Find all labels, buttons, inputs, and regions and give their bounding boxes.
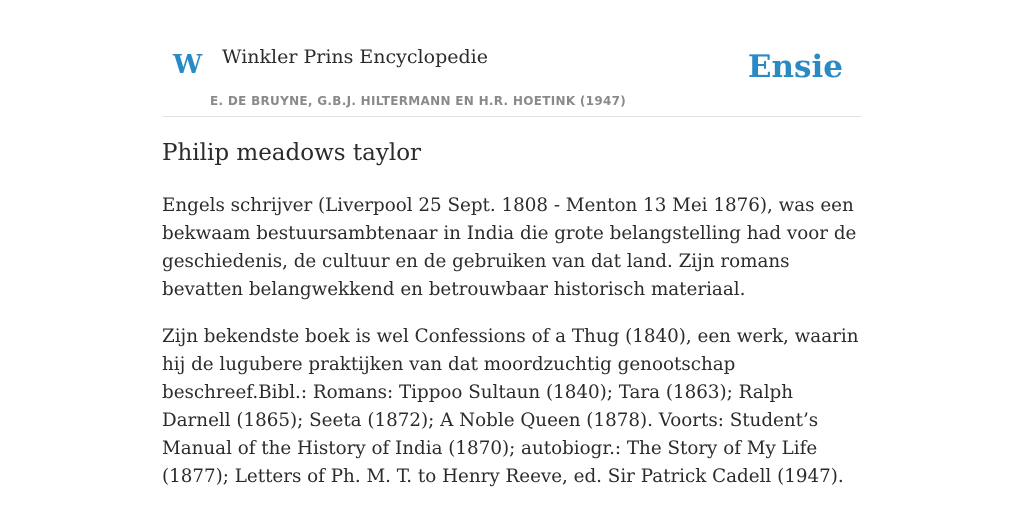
article-title: Philip meadows taylor (162, 140, 422, 166)
source-header (162, 0, 862, 117)
source-title-link[interactable]: Winkler Prins Encyclopedie (222, 46, 488, 68)
article-paragraph: Engels schrijver (Liverpool 25 Sept. 1808 - Menton 13 Mei 1876), was een bekwaam bestuursambtenaar in India die grote belangstelling had voor de geschiedenis, de cultuur en de gebruiken van dat land. Zijn romans bevatten belangwekkend en betrouwbaar historisch materiaal. (162, 195, 857, 300)
source-authors: E. DE BRUYNE, G.B.J. HILTERMANN EN H.R. HOETINK (1947) (210, 94, 627, 108)
article-paragraph: Zijn bekendste boek is wel Confessions of a Thug (1840), een werk, waarin hij de lugubere praktijken van dat moordzuchtig genootschap beschreef.Bibl.: Romans: Tippoo Sultaun (1840); Tara (1863); Ralph Darnell (1865); Seeta (1872); A Noble Queen (1878). Voorts: Student’s Manual of the History of India (1870); autobiogr.: The Story of My Life (1877); Letters of Ph. M. T. to Henry Reeve, ed. Sir Patrick Cadell (1947). (162, 326, 859, 487)
article-body (162, 192, 866, 510)
ensie-logo[interactable]: Ensie (747, 49, 843, 85)
source-logo[interactable]: W (173, 50, 203, 80)
page (162, 0, 862, 487)
